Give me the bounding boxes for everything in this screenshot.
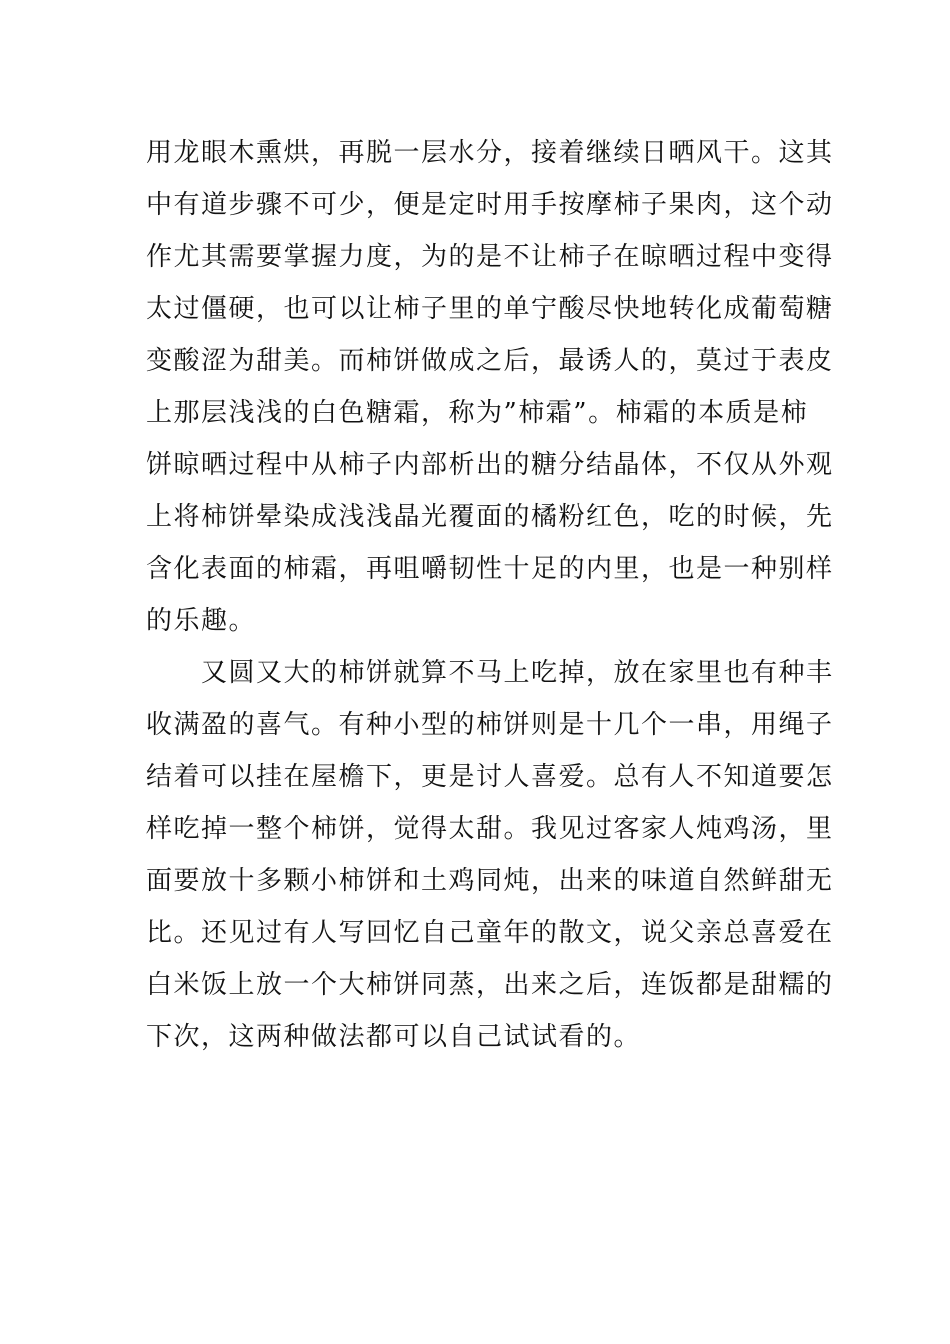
text-line: 结着可以挂在屋檐下，更是讨人喜爱。总有人不知道要怎 xyxy=(146,762,834,792)
text-line: 变酸涩为甜美。而柿饼做成之后，最诱人的，莫过于表皮 xyxy=(146,346,834,376)
text-line: 作尤其需要掌握力度，为的是不让柿子在晾晒过程中变得 xyxy=(146,242,834,272)
body-text xyxy=(146,127,834,1063)
text-line: 用龙眼木熏烘，再脱一层水分，接着继续日晒风干。这其 xyxy=(146,138,834,168)
text-line: 的乐趣。 xyxy=(146,606,257,636)
text-line: 收满盈的喜气。有种小型的柿饼则是十几个一串，用绳子 xyxy=(146,710,834,740)
text-line: 面要放十多颗小柿饼和土鸡同炖，出来的味道自然鲜甜无 xyxy=(146,866,834,896)
text-line: 上那层浅浅的白色糖霜，称为”柿霜”。柿霜的本质是柿 xyxy=(146,398,809,428)
text-line: 白米饭上放一个大柿饼同蒸，出来之后，连饭都是甜糯的 xyxy=(146,970,834,1000)
text-line: 中有道步骤不可少，便是定时用手按摩柿子果肉，这个动 xyxy=(146,190,834,220)
text-line: 又圆又大的柿饼就算不马上吃掉，放在家里也有种丰 xyxy=(146,658,834,688)
text-line: 样吃掉一整个柿饼，觉得太甜。我见过客家人炖鸡汤，里 xyxy=(146,814,834,844)
text-line: 饼晾晒过程中从柿子内部析出的糖分结晶体，不仅从外观 xyxy=(146,450,834,480)
text-line: 上将柿饼晕染成浅浅晶光覆面的橘粉红色，吃的时候，先 xyxy=(146,502,834,532)
text-line: 太过僵硬，也可以让柿子里的单宁酸尽快地转化成葡萄糖 xyxy=(146,294,834,324)
text-line: 含化表面的柿霜，再咀嚼韧性十足的内里，也是一种别样 xyxy=(146,554,834,584)
text-line: 下次，这两种做法都可以自己试试看的。 xyxy=(146,1022,642,1052)
text-line: 比。还见过有人写回忆自己童年的散文，说父亲总喜爱在 xyxy=(146,918,834,948)
